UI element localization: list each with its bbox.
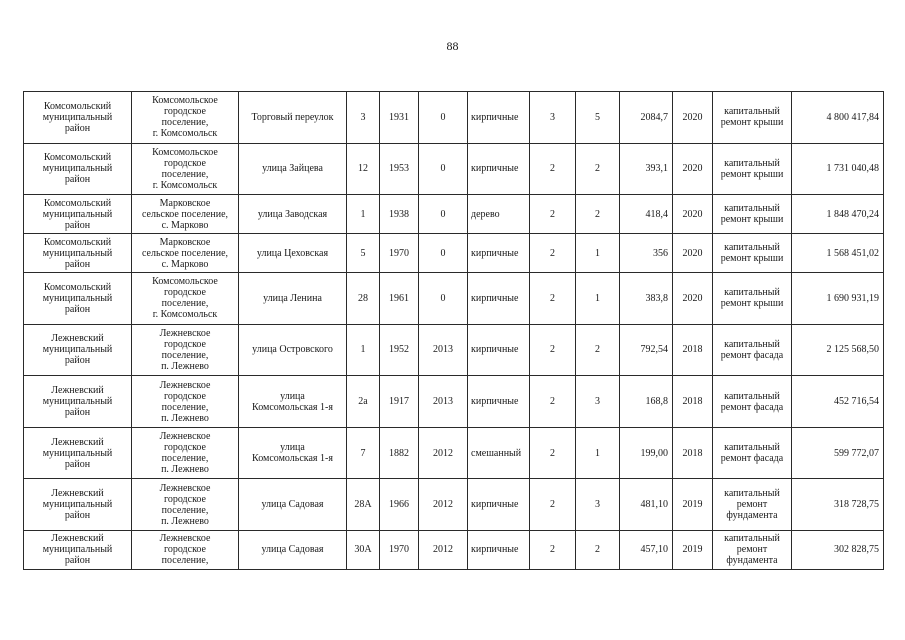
year-privatized-cell: 0: [419, 143, 468, 195]
work-type-cell: капитальный ремонт фундамента: [713, 479, 792, 531]
wall-material-cell: дерево: [468, 195, 530, 234]
floors-cell: 2: [530, 143, 576, 195]
floors-cell: 2: [530, 530, 576, 569]
wall-material-cell: кирпичные: [468, 530, 530, 569]
area-cell: 457,10: [620, 530, 673, 569]
entrances-cell: 2: [576, 143, 620, 195]
floors-cell: 2: [530, 195, 576, 234]
street-cell: улица Комсомольская 1-я: [239, 427, 347, 479]
street-cell: улица Заводская: [239, 195, 347, 234]
floors-cell: 3: [530, 92, 576, 144]
year-built-cell: 1882: [380, 427, 419, 479]
house-number-cell: 1: [347, 195, 380, 234]
cost-cell: 452 716,54: [792, 376, 884, 428]
table-body: [24, 92, 884, 570]
area-cell: 792,54: [620, 324, 673, 376]
page-number: 88: [446, 39, 459, 53]
floors-cell: 2: [530, 273, 576, 325]
area-cell: 2084,7: [620, 92, 673, 144]
table-row: [24, 234, 884, 273]
area-cell: 393,1: [620, 143, 673, 195]
work-type-cell: капитальный ремонт фасада: [713, 427, 792, 479]
work-type-cell: капитальный ремонт фасада: [713, 376, 792, 428]
settlement-cell: Комсомольское городское поселение, г. Комсомольск: [132, 92, 239, 144]
repair-year-cell: 2020: [673, 273, 713, 325]
cost-cell: 1 848 470,24: [792, 195, 884, 234]
district-cell: Лежневский муниципальный район: [24, 530, 132, 569]
settlement-cell: Комсомольское городское поселение, г. Комсомольск: [132, 143, 239, 195]
table-row: [24, 530, 884, 569]
house-number-cell: 2а: [347, 376, 380, 428]
house-number-cell: 30А: [347, 530, 380, 569]
settlement-cell: Лежневское городское поселение, п. Лежнево: [132, 479, 239, 531]
work-type-cell: капитальный ремонт фундамента: [713, 530, 792, 569]
entrances-cell: 1: [576, 427, 620, 479]
district-cell: Комсомольский муниципальный район: [24, 273, 132, 325]
wall-material-cell: кирпичные: [468, 324, 530, 376]
table-row: [24, 324, 884, 376]
entrances-cell: 1: [576, 273, 620, 325]
entrances-cell: 2: [576, 195, 620, 234]
year-privatized-cell: 2012: [419, 427, 468, 479]
settlement-cell: Лежневское городское поселение, п. Лежнево: [132, 324, 239, 376]
year-built-cell: 1938: [380, 195, 419, 234]
settlement-cell: Лежневское городское поселение, п. Лежнево: [132, 376, 239, 428]
year-built-cell: 1961: [380, 273, 419, 325]
street-cell: улица Зайцева: [239, 143, 347, 195]
entrances-cell: 3: [576, 479, 620, 531]
year-privatized-cell: 0: [419, 92, 468, 144]
street-cell: улица Садовая: [239, 479, 347, 531]
year-privatized-cell: 2013: [419, 376, 468, 428]
work-type-cell: капитальный ремонт крыши: [713, 234, 792, 273]
street-cell: улица Садовая: [239, 530, 347, 569]
district-cell: Лежневский муниципальный район: [24, 324, 132, 376]
repair-year-cell: 2020: [673, 92, 713, 144]
table-row: [24, 479, 884, 531]
work-type-cell: капитальный ремонт крыши: [713, 143, 792, 195]
table-row: [24, 376, 884, 428]
entrances-cell: 5: [576, 92, 620, 144]
cost-cell: 599 772,07: [792, 427, 884, 479]
area-cell: 199,00: [620, 427, 673, 479]
year-built-cell: 1917: [380, 376, 419, 428]
street-cell: Торговый переулок: [239, 92, 347, 144]
district-cell: Лежневский муниципальный район: [24, 479, 132, 531]
settlement-cell: Марковское сельское поселение, с. Марково: [132, 195, 239, 234]
floors-cell: 2: [530, 324, 576, 376]
year-built-cell: 1953: [380, 143, 419, 195]
house-number-cell: 3: [347, 92, 380, 144]
table-row: [24, 427, 884, 479]
table-row: [24, 143, 884, 195]
year-privatized-cell: 0: [419, 195, 468, 234]
house-number-cell: 28А: [347, 479, 380, 531]
table-row: [24, 92, 884, 144]
entrances-cell: 2: [576, 530, 620, 569]
area-cell: 383,8: [620, 273, 673, 325]
cost-cell: 2 125 568,50: [792, 324, 884, 376]
repair-year-cell: 2020: [673, 195, 713, 234]
settlement-cell: Лежневское городское поселение,: [132, 530, 239, 569]
entrances-cell: 3: [576, 376, 620, 428]
area-cell: 418,4: [620, 195, 673, 234]
year-privatized-cell: 2013: [419, 324, 468, 376]
district-cell: Комсомольский муниципальный район: [24, 234, 132, 273]
wall-material-cell: кирпичные: [468, 376, 530, 428]
street-cell: улица Комсомольская 1-я: [239, 376, 347, 428]
wall-material-cell: кирпичные: [468, 143, 530, 195]
wall-material-cell: кирпичные: [468, 92, 530, 144]
district-cell: Комсомольский муниципальный район: [24, 195, 132, 234]
entrances-cell: 1: [576, 234, 620, 273]
house-number-cell: 12: [347, 143, 380, 195]
area-cell: 481,10: [620, 479, 673, 531]
repair-year-cell: 2019: [673, 530, 713, 569]
wall-material-cell: кирпичные: [468, 273, 530, 325]
settlement-cell: Марковское сельское поселение, с. Марково: [132, 234, 239, 273]
street-cell: улица Ленина: [239, 273, 347, 325]
district-cell: Комсомольский муниципальный район: [24, 92, 132, 144]
house-number-cell: 7: [347, 427, 380, 479]
cost-cell: 318 728,75: [792, 479, 884, 531]
cost-cell: 1 690 931,19: [792, 273, 884, 325]
wall-material-cell: смешанный: [468, 427, 530, 479]
floors-cell: 2: [530, 479, 576, 531]
work-type-cell: капитальный ремонт крыши: [713, 273, 792, 325]
settlement-cell: Лежневское городское поселение, п. Лежнево: [132, 427, 239, 479]
district-cell: Лежневский муниципальный район: [24, 427, 132, 479]
house-number-cell: 1: [347, 324, 380, 376]
wall-material-cell: кирпичные: [468, 479, 530, 531]
work-type-cell: капитальный ремонт крыши: [713, 92, 792, 144]
wall-material-cell: кирпичные: [468, 234, 530, 273]
area-cell: 168,8: [620, 376, 673, 428]
table-row: [24, 195, 884, 234]
floors-cell: 2: [530, 234, 576, 273]
year-built-cell: 1970: [380, 234, 419, 273]
floors-cell: 2: [530, 427, 576, 479]
repair-registry-table: [23, 91, 884, 570]
settlement-cell: Комсомольское городское поселение, г. Комсомольск: [132, 273, 239, 325]
year-built-cell: 1970: [380, 530, 419, 569]
table-row: [24, 273, 884, 325]
district-cell: Лежневский муниципальный район: [24, 376, 132, 428]
house-number-cell: 28: [347, 273, 380, 325]
cost-cell: 1 731 040,48: [792, 143, 884, 195]
repair-year-cell: 2020: [673, 234, 713, 273]
entrances-cell: 2: [576, 324, 620, 376]
repair-year-cell: 2018: [673, 427, 713, 479]
work-type-cell: капитальный ремонт крыши: [713, 195, 792, 234]
street-cell: улица Цеховская: [239, 234, 347, 273]
cost-cell: 302 828,75: [792, 530, 884, 569]
year-privatized-cell: 0: [419, 234, 468, 273]
repair-year-cell: 2019: [673, 479, 713, 531]
repair-year-cell: 2018: [673, 324, 713, 376]
year-built-cell: 1966: [380, 479, 419, 531]
repair-year-cell: 2020: [673, 143, 713, 195]
floors-cell: 2: [530, 376, 576, 428]
cost-cell: 1 568 451,02: [792, 234, 884, 273]
area-cell: 356: [620, 234, 673, 273]
cost-cell: 4 800 417,84: [792, 92, 884, 144]
year-built-cell: 1931: [380, 92, 419, 144]
year-privatized-cell: 0: [419, 273, 468, 325]
year-privatized-cell: 2012: [419, 479, 468, 531]
district-cell: Комсомольский муниципальный район: [24, 143, 132, 195]
year-built-cell: 1952: [380, 324, 419, 376]
work-type-cell: капитальный ремонт фасада: [713, 324, 792, 376]
house-number-cell: 5: [347, 234, 380, 273]
repair-year-cell: 2018: [673, 376, 713, 428]
year-privatized-cell: 2012: [419, 530, 468, 569]
street-cell: улица Островского: [239, 324, 347, 376]
